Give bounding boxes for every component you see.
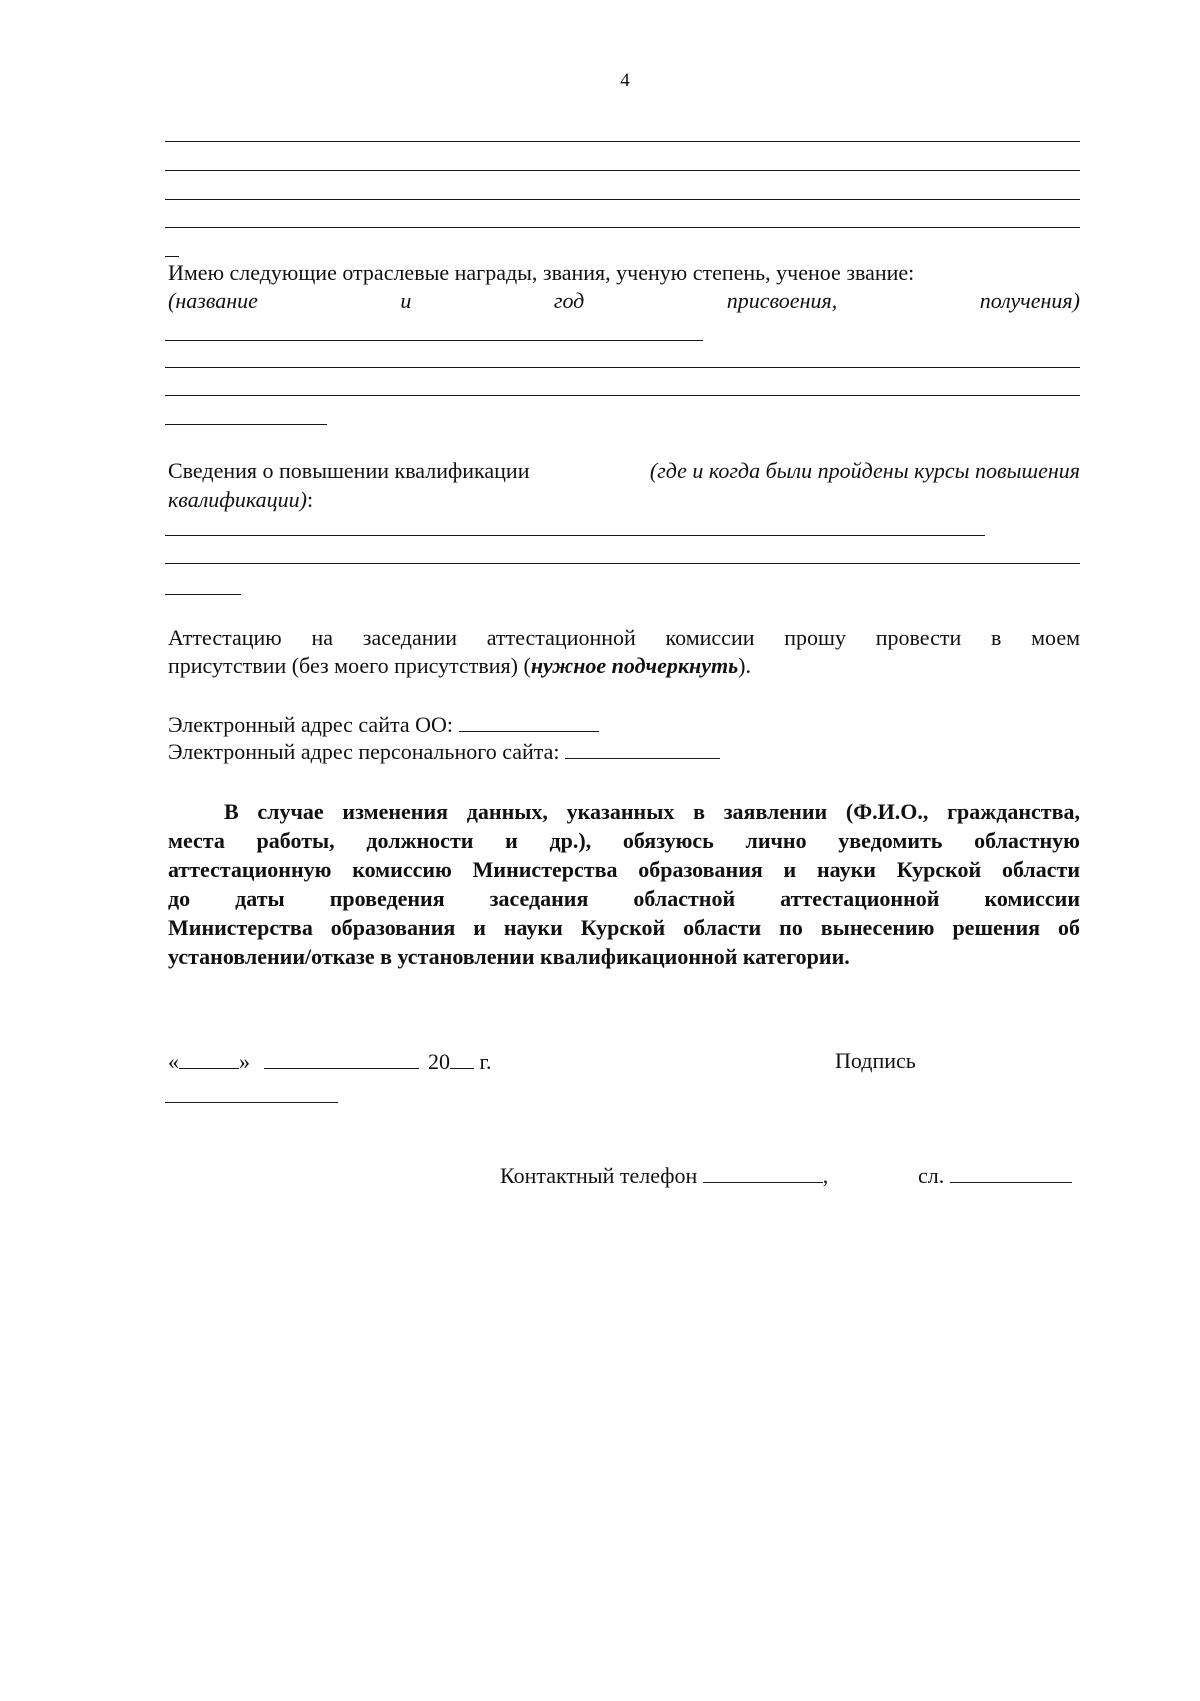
personal-site-label: Электронный адрес персонального сайта: bbox=[168, 739, 560, 764]
phone-field[interactable] bbox=[703, 1160, 823, 1183]
notice-line: Министерства образования и науки Курской области по вынесению решения об bbox=[168, 915, 1080, 940]
phone-label: Контактный телефон bbox=[500, 1163, 698, 1188]
notice-line: до даты проведения заседания областной аттестационной комиссии bbox=[168, 886, 1080, 911]
awards-hint-word: получения) bbox=[979, 288, 1080, 313]
date-row bbox=[168, 1046, 492, 1077]
awards-hint bbox=[168, 286, 1080, 316]
awards-hint-word: присвоения, bbox=[726, 288, 838, 313]
awards-blank-line bbox=[165, 340, 703, 341]
attestation-underline-instruction: нужное подчеркнуть bbox=[530, 653, 739, 678]
personal-site-row bbox=[168, 736, 720, 767]
attestation-line-2 bbox=[168, 651, 751, 681]
awards-hint-word: (название bbox=[168, 288, 258, 313]
attestation-text: присутствии (без моего присутствия) ( bbox=[168, 653, 531, 678]
date-month-field[interactable] bbox=[264, 1046, 419, 1069]
date-year-suffix: г. bbox=[479, 1049, 492, 1074]
signature-blank-line bbox=[165, 1102, 338, 1103]
blank-line bbox=[165, 227, 1080, 228]
attestation-end: ). bbox=[738, 653, 751, 678]
date-quote-open: « bbox=[168, 1049, 179, 1074]
awards-heading: Имею следующие отраслевые награды, звания, ученую степень, ученое звание: bbox=[168, 260, 915, 285]
date-day-field[interactable] bbox=[179, 1046, 239, 1069]
notice-line: установлении/отказе в установлении квалификационной категории. bbox=[168, 944, 850, 969]
date-year-field[interactable] bbox=[450, 1046, 474, 1069]
qualification-label: Сведения о повышении квалификации bbox=[168, 458, 530, 483]
notice-block bbox=[168, 797, 1080, 971]
notice-line: места работы, должности и др.), обязуюсь лично уведомить областную bbox=[168, 828, 1080, 853]
personal-site-field[interactable] bbox=[565, 736, 720, 759]
phone-comma: , bbox=[822, 1163, 829, 1188]
phone-row bbox=[500, 1160, 828, 1191]
signature-label: Подпись bbox=[835, 1048, 916, 1073]
awards-blank-line bbox=[165, 395, 1080, 396]
awards-hint-word: год bbox=[553, 288, 585, 313]
notice-line: аттестационную комиссию Министерства образования и науки Курской области bbox=[168, 857, 1080, 882]
awards-blank-line bbox=[165, 424, 327, 425]
qualification-blank-line bbox=[165, 594, 241, 595]
blank-line bbox=[165, 256, 179, 257]
qualification-blank-line bbox=[165, 563, 1080, 564]
blank-line bbox=[165, 141, 1080, 142]
qualification-hint: (где и когда были пройдены курсы повышения bbox=[649, 458, 1080, 483]
blank-line bbox=[165, 170, 1080, 171]
awards-blank-line bbox=[165, 367, 1080, 368]
blank-line bbox=[165, 199, 1080, 200]
notice-line: В случае изменения данных, указанных в заявлении (Ф.И.О., гражданства, bbox=[224, 799, 1080, 824]
ext-field[interactable] bbox=[950, 1160, 1072, 1183]
site-oo-field[interactable] bbox=[459, 709, 599, 732]
qualification-colon: : bbox=[306, 487, 314, 512]
attestation-line-1: Аттестацию на заседании аттестационной комиссии прошу провести в моем bbox=[168, 625, 1080, 650]
qualification-blank-line bbox=[165, 535, 985, 536]
date-quote-close: » bbox=[239, 1049, 250, 1074]
qualification-text bbox=[168, 456, 1080, 515]
ext-row bbox=[918, 1160, 1072, 1191]
page-number: 4 bbox=[620, 70, 630, 91]
date-year-prefix: 20 bbox=[428, 1049, 450, 1074]
qualification-hint-cont: квалификации) bbox=[168, 487, 307, 512]
site-oo-label: Электронный адрес сайта ОО: bbox=[168, 712, 454, 737]
ext-label: сл. bbox=[918, 1163, 945, 1188]
awards-hint-word: и bbox=[400, 288, 412, 313]
